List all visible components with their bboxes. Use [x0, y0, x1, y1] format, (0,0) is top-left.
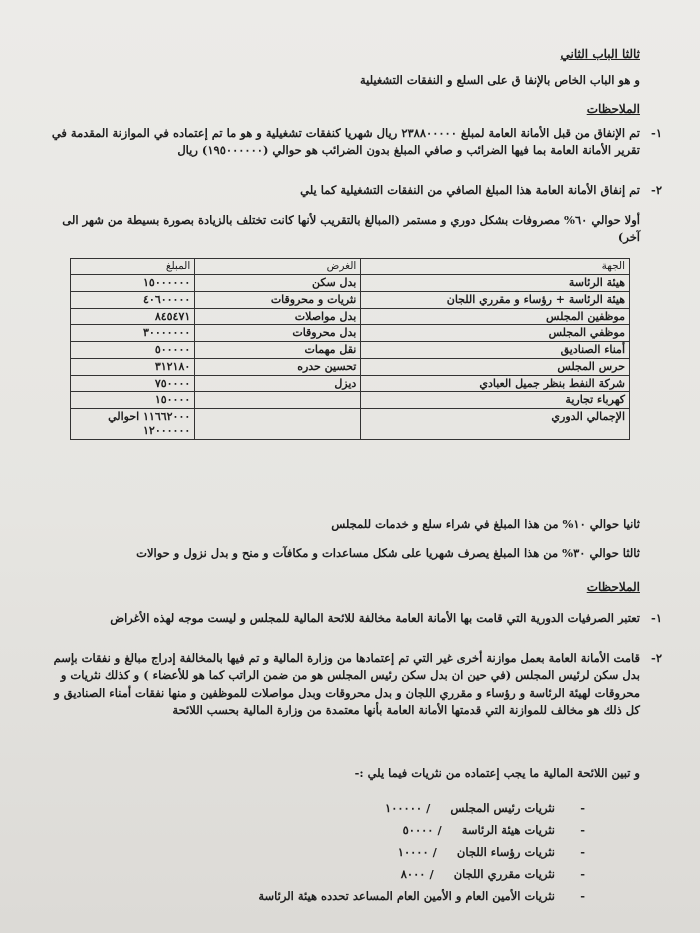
note-number: ١-	[651, 126, 662, 140]
cell-amount: ٨٤٥٤٧١	[71, 308, 195, 325]
list-item	[75, 822, 585, 844]
note-number: ٢-	[651, 651, 662, 665]
header-amount: المبلغ	[71, 259, 195, 275]
cell-entity: موظفي المجلس	[361, 325, 630, 342]
cell-purpose: بدل مواصلات	[195, 308, 361, 325]
cell-purpose: نثريات و محروقات	[195, 291, 361, 308]
bullet-dash: -	[580, 889, 585, 903]
cell-entity: شركة النفط بنظر جميل العبادي	[361, 375, 630, 392]
cell-purpose: ديزل	[195, 375, 361, 392]
third-paragraph: ثالثا حوالي ٣٠% من هذا المبلغ يصرف شهريا على شكل مساعدات و مكافآت و منح و بدل نزول و حوالات	[136, 546, 640, 560]
table-row	[71, 325, 630, 342]
allowance-list	[75, 800, 585, 910]
cell-purpose: بدل محروقات	[195, 325, 361, 342]
table-row	[71, 291, 630, 308]
note-text: تم الإنفاق من قبل الأمانة العامة لمبلغ ٢٣٨٨٠٠٠٠٠ ريال شهريا كنفقات تشغيلية و هو ما تم إعتماده في الموازنة المقدمة في تقرير الأمانة العامة بما فيها الضرائب و صافي المبلغ بدون الضرائب هو حوالي (١٩٥٠٠٠٠٠٠) ريال	[51, 126, 640, 158]
cell-entity: الإجمالي الدوري	[361, 409, 630, 440]
section-intro: و هو الباب الخاص بالإنفا ق على السلع و النفقات التشغيلية	[359, 73, 640, 87]
item-label: نثريات رئيس المجلس	[450, 801, 555, 815]
header-entity: الجهة	[361, 259, 630, 275]
budget-table	[70, 258, 630, 440]
header-purpose: الغرض	[195, 259, 361, 275]
bullet-dash: -	[580, 845, 585, 859]
bullet-dash: -	[580, 867, 585, 881]
cell-entity: كهرباء تجارية	[361, 392, 630, 409]
table-row	[71, 275, 630, 292]
section-heading: ثالثا الباب الثاني	[560, 47, 640, 61]
bullet-dash: -	[580, 823, 585, 837]
first-paragraph: أولا حوالي ٦٠% مصروفات بشكل دوري و مستمر (المبالغ بالتقريب لأنها كانت تختلف بالزيادة بصورة بسيطة من شهر الى آخر)	[62, 213, 640, 245]
note-1	[50, 125, 662, 160]
cell-entity: هيئة الرئاسة + رؤساء و مقرري اللجان	[361, 291, 630, 308]
cell-purpose: تحسين حدره	[195, 358, 361, 375]
note-number: ٢-	[651, 183, 662, 197]
cell-entity: موظفين المجلس	[361, 308, 630, 325]
item-amount: / ١٠٠٠٠	[397, 845, 437, 859]
cell-purpose	[195, 409, 361, 440]
cell-amount: ١١٦٦٢٠٠٠ احوالي ١٢٠٠٠٠٠٠	[71, 409, 195, 440]
item-label: نثريات رؤساء اللجان	[456, 845, 555, 859]
note-text: تم إنفاق الأمانة العامة هذا المبلغ الصافي من النفقات التشغيلية كما يلي	[300, 183, 640, 197]
note-2-1	[50, 610, 662, 627]
table-row	[71, 358, 630, 375]
notes-heading-2: الملاحظات	[586, 580, 640, 594]
cell-amount: ١٥٠٠٠٠	[71, 392, 195, 409]
cell-entity: أمناء الصناديق	[361, 342, 630, 359]
second-paragraph: ثانيا حوالي ١٠% من هذا المبلغ في شراء سلع و خدمات للمجلس	[331, 517, 640, 531]
cell-purpose: نقل مهمات	[195, 342, 361, 359]
cell-amount: ٤٠٦٠٠٠٠٠	[71, 291, 195, 308]
note-text: تعتبر الصرفيات الدورية التي قامت بها الأمانة العامة مخالفة للائحة المالية للمجلس و ليست موجه لهذه الأغراض	[110, 611, 640, 625]
cell-purpose: بدل سكن	[195, 275, 361, 292]
item-label: نثريات مقرري اللجان	[453, 867, 555, 881]
cell-entity: هيئة الرئاسة	[361, 275, 630, 292]
notes-heading: الملاحظات	[586, 102, 640, 116]
note-2	[50, 182, 662, 199]
note-number: ١-	[651, 611, 662, 625]
cell-amount: ٣١٢١٨٠	[71, 358, 195, 375]
list-item	[75, 800, 585, 822]
table-row	[71, 375, 630, 392]
list-intro: و تبين اللائحة المالية ما يجب إعتماده من نثريات فيما يلي :-	[354, 766, 640, 780]
item-amount: / ٥٠٠٠٠	[402, 823, 442, 837]
list-item	[75, 844, 585, 866]
cell-entity: حرس المجلس	[361, 358, 630, 375]
cell-amount: ٣٠٠٠٠٠٠٠	[71, 325, 195, 342]
list-item	[75, 866, 585, 888]
table-header-row	[71, 259, 630, 275]
table-row	[71, 392, 630, 409]
note-2-2	[50, 650, 662, 719]
item-label: نثريات هيئة الرئاسة	[461, 823, 555, 837]
item-amount: / ١٠٠٠٠٠	[385, 801, 431, 815]
item-label: نثريات الأمين العام و الأمين العام المساعد تحدده هيئة الرئاسة	[258, 889, 555, 903]
table-row	[71, 342, 630, 359]
cell-purpose	[195, 392, 361, 409]
list-item	[75, 888, 585, 910]
bullet-dash: -	[580, 801, 585, 815]
table-row	[71, 308, 630, 325]
cell-amount: ٥٠٠٠٠٠	[71, 342, 195, 359]
note-text: قامت الأمانة العامة بعمل موازنة أخرى غير التي تم إعتمادها من وزارة المالية و تم فيها بالمخالفة إدراج مبالغ و نفقات بإسم بدل سكن لرئيس المجلس (في حين ان بدل سكن رئيس المجلس هو من ضمن الراتب كما هو للأعضاء ) و كذلك نثريات و محروقات لهيئة الرئاسة و رؤساء و مقرري اللجان و بدل محروقات وبدل مواصلات للموظفين و منها نفقات أمناء الصناديق و كل ذلك هو مخالف للموازنة التي قدمتها الأمانة العامة بأنها معتمدة من وزارة المالية بحسب اللائحة	[53, 651, 640, 717]
table-total-row	[71, 409, 630, 440]
cell-amount: ١٥٠٠٠٠٠٠	[71, 275, 195, 292]
cell-amount: ٧٥٠٠٠٠	[71, 375, 195, 392]
item-amount: / ٨٠٠٠	[400, 867, 434, 881]
